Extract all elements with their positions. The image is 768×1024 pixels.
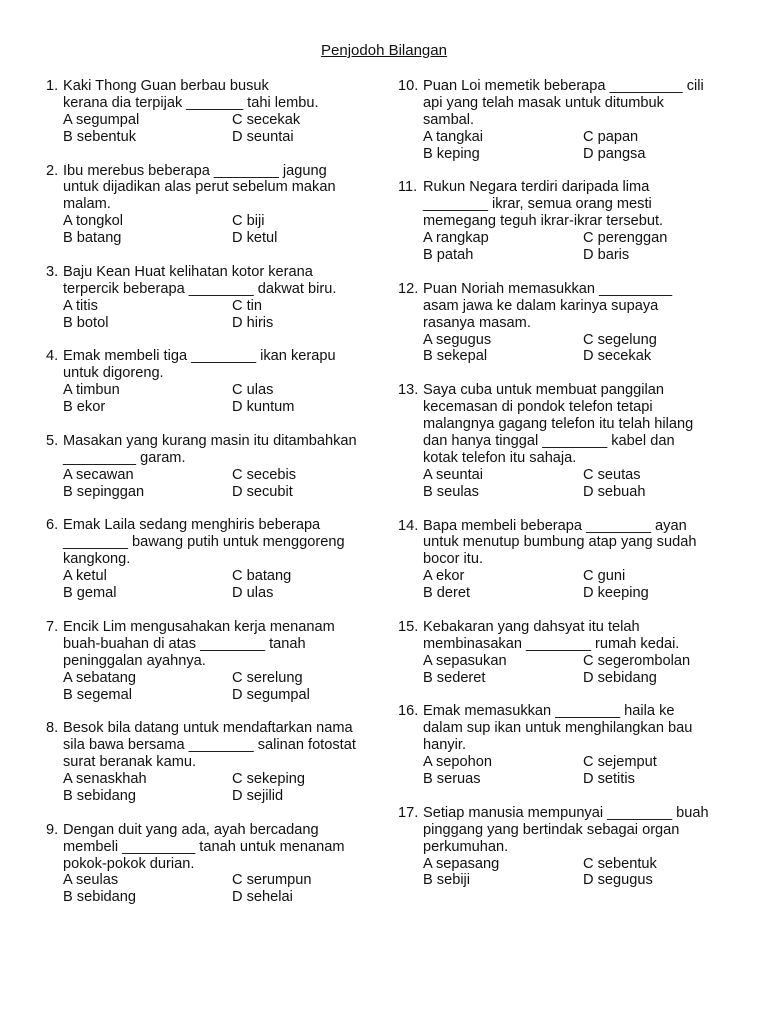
question-7	[46, 619, 386, 704]
question-number: 1.	[46, 78, 59, 94]
option-c: C segelung	[583, 331, 657, 348]
option-c: C seutas	[583, 466, 641, 483]
question-8	[46, 720, 386, 805]
option-b: B seruas	[423, 771, 481, 788]
question-number: 4.	[46, 348, 59, 365]
option-a: A segugus	[423, 331, 492, 348]
option-b: B sepinggan	[63, 483, 145, 500]
option-d: D hiris	[232, 314, 274, 331]
question-text: Saya cuba untuk membuat panggilan kecemasan di pondok telefon tetapi malangnya gagang telefon itu telah hilang dan hanya tinggal ________ kabel dan kotak telefon itu sahaja.	[423, 382, 694, 466]
question-5	[46, 433, 386, 501]
option-b: B keping	[423, 145, 480, 162]
option-b: B sebiji	[423, 872, 471, 889]
option-c: C secekak	[232, 111, 301, 128]
question-text: Masakan yang kurang masin itu ditambahkan _________ garam.	[63, 432, 357, 466]
question-number: 10.	[398, 78, 419, 94]
question-number: 14.	[398, 517, 419, 534]
option-c: C sejemput	[583, 754, 657, 771]
option-c: C sebentuk	[583, 855, 657, 872]
option-a: A seulas	[63, 872, 119, 889]
question-15	[398, 619, 748, 687]
question-text: Emak membeli tiga ________ ikan kerapu untuk digoreng.	[63, 348, 336, 382]
option-c: C secebis	[232, 466, 297, 483]
question-text: Ibu merebus beberapa ________ jagung untuk dijadikan alas perut sebelum makan malam.	[63, 162, 336, 213]
option-a: A tangkai	[423, 128, 484, 145]
question-text: Besok bila datang untuk mendaftarkan nama sila bawa bersama ________ salinan fotostat surat beranak kamu.	[63, 720, 356, 771]
question-6	[46, 517, 386, 602]
question-number: 9.	[46, 821, 59, 838]
question-12	[398, 281, 748, 366]
question-text: Rukun Negara terdiri daripada lima ________ ikrar, semua orang mesti memegang teguh ikrar-ikrar tersebut.	[423, 179, 664, 230]
option-a: A rangkap	[423, 230, 489, 247]
option-a: A sepasang	[423, 855, 500, 872]
option-b: B sekepal	[423, 348, 488, 365]
question-text: Bapa membeli beberapa ________ ayan untuk menutup bumbung atap yang sudah bocor itu.	[423, 517, 697, 568]
option-c: C serumpun	[232, 872, 312, 889]
question-11	[398, 179, 748, 264]
question-text: Encik Lim mengusahakan kerja menanam buah-buahan di atas ________ tanah peninggalan ayahnya.	[63, 618, 335, 669]
question-9	[46, 822, 386, 907]
option-a: A titis	[63, 297, 98, 314]
option-c: C perenggan	[583, 230, 668, 247]
question-number: 2.	[46, 162, 59, 179]
question-number: 6.	[46, 517, 59, 534]
option-b: B gemal	[63, 585, 117, 602]
option-b: B patah	[423, 247, 474, 264]
question-text: Kebakaran yang dahsyat itu telah membinasakan ________ rumah kedai.	[423, 618, 680, 652]
question-number: 11.	[398, 179, 418, 196]
question-number: 12.	[398, 280, 419, 297]
question-text: Emak Laila sedang menghiris beberapa ________ bawang putih untuk menggoreng kangkong.	[63, 517, 345, 568]
option-a: A segumpal	[63, 111, 140, 128]
option-a: A secawan	[63, 466, 134, 483]
option-b: B sebentuk	[63, 128, 137, 145]
option-d: D segumpal	[232, 686, 310, 703]
question-text: Puan Noriah memasukkan _________ asam jawa ke dalam karinya supaya rasanya masam.	[423, 280, 673, 331]
option-d: D pangsa	[583, 145, 646, 162]
option-d: D ketul	[232, 230, 278, 247]
question-4	[46, 348, 386, 416]
question-text: Kaki Thong Guan berbau busuk kerana dia terpijak _______ tahi lembu.	[63, 78, 319, 111]
question-number: 7.	[46, 618, 59, 635]
option-a: A sepohon	[423, 754, 492, 771]
option-a: A senaskhah	[63, 771, 147, 788]
option-d: D sebidang	[583, 669, 657, 686]
option-b: B segemal	[63, 686, 132, 703]
option-a: A seuntai	[423, 466, 484, 483]
question-14	[398, 518, 748, 603]
option-a: A tongkol	[63, 213, 124, 230]
option-d: D seuntai	[232, 128, 294, 145]
option-b: B sebidang	[63, 787, 137, 804]
question-text: Emak memasukkan ________ haila ke dalam sup ikan untuk menghilangkan bau hanyir.	[423, 703, 693, 754]
question-number: 15.	[398, 618, 419, 635]
option-b: B botol	[63, 314, 109, 331]
option-d: D secubit	[232, 483, 293, 500]
option-d: D baris	[583, 247, 630, 264]
option-b: B batang	[63, 230, 122, 247]
page-title: Penjodoh Bilangan	[321, 42, 447, 59]
option-a: A sebatang	[63, 669, 137, 686]
option-a: A sepasukan	[423, 652, 507, 669]
question-number: 17.	[398, 804, 419, 821]
question-17	[398, 805, 748, 890]
question-10	[398, 78, 748, 163]
question-number: 13.	[398, 382, 419, 399]
option-c: C serelung	[232, 669, 303, 686]
option-c: C batang	[232, 568, 292, 585]
option-b: B deret	[423, 585, 471, 602]
question-16	[398, 703, 748, 788]
question-number: 5.	[46, 432, 59, 449]
option-d: D segugus	[583, 872, 653, 889]
option-a: A ketul	[63, 568, 107, 585]
option-c: C sekeping	[232, 771, 306, 788]
question-1	[46, 78, 386, 146]
option-d: D setitis	[583, 771, 635, 788]
option-d: D secekak	[583, 348, 652, 365]
option-b: B seulas	[423, 483, 479, 500]
option-d: D sejilid	[232, 787, 284, 804]
option-d: D sehelai	[232, 889, 293, 906]
right-column	[398, 78, 748, 889]
option-d: D sebuah	[583, 483, 646, 500]
option-c: C biji	[232, 213, 265, 230]
option-c: C ulas	[232, 382, 274, 399]
option-c: C segerombolan	[583, 652, 691, 669]
option-b: B ekor	[63, 399, 106, 416]
option-b: B sederet	[423, 669, 486, 686]
option-b: B sebidang	[63, 889, 137, 906]
question-number: 8.	[46, 720, 59, 737]
question-13	[398, 382, 748, 500]
option-a: A ekor	[423, 568, 465, 585]
question-number: 16.	[398, 703, 419, 720]
option-c: C guni	[583, 568, 626, 585]
question-text: Setiap manusia mempunyai ________ buah pinggang yang bertindak sebagai organ perkumuhan.	[423, 804, 709, 855]
question-text: Baju Kean Huat kelihatan kotor kerana terpercik beberapa ________ dakwat biru.	[63, 263, 337, 297]
question-2	[46, 163, 386, 248]
question-3	[46, 264, 386, 332]
question-text: Dengan duit yang ada, ayah bercadang membeli _________ tanah untuk menanam pokok-pokok durian.	[63, 821, 345, 872]
option-d: D kuntum	[232, 399, 295, 416]
left-column	[46, 78, 386, 906]
question-text: Puan Loi memetik beberapa _________ cili api yang telah masak untuk ditumbuk sambal.	[423, 78, 704, 128]
question-number: 3.	[46, 263, 59, 280]
option-c: C tin	[232, 297, 263, 314]
option-d: D keeping	[583, 585, 649, 602]
option-c: C papan	[583, 128, 639, 145]
option-d: D ulas	[232, 585, 274, 602]
option-a: A timbun	[63, 382, 120, 399]
